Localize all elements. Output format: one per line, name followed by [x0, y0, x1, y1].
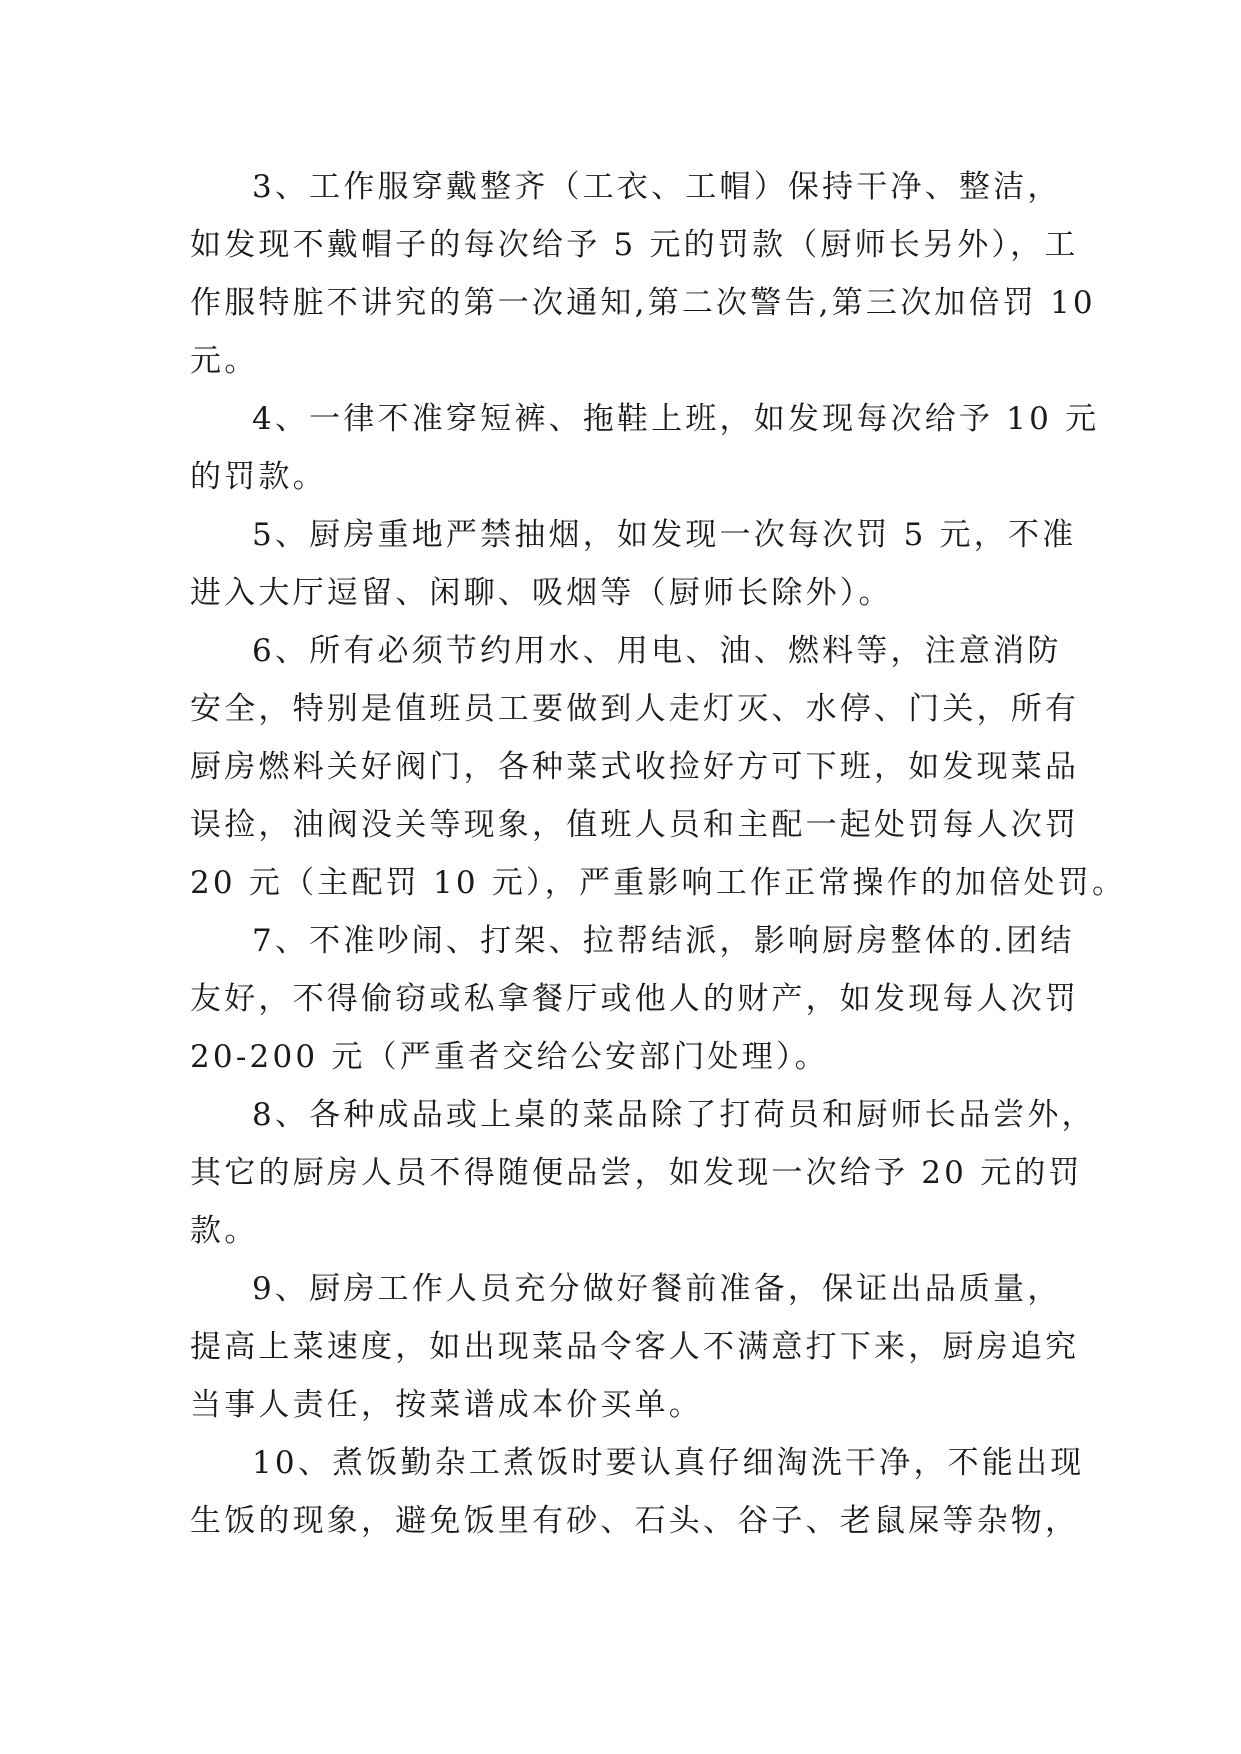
paragraph-line: 如发现不戴帽子的每次给予 5 元的罚款（厨师长另外），工 — [190, 227, 1079, 263]
paragraph-line: 元。 — [190, 343, 259, 379]
paragraph-line: 厨房燃料关好阀门，各种菜式收捡好方可下班，如发现菜品 — [190, 749, 1080, 785]
paragraph-line: 作服特脏不讲究的第一次通知,第二次警告,第三次加倍罚 10 — [190, 285, 1096, 321]
rule-5-paragraph — [190, 506, 1077, 622]
rule-9-paragraph — [190, 1260, 1080, 1434]
rule-4-paragraph — [190, 390, 1100, 506]
paragraph-line: 5、厨房重地严禁抽烟，如发现一次每次罚 5 元，不准 — [252, 517, 1077, 553]
rule-7-paragraph — [190, 912, 1080, 1086]
paragraph-line: 20 元（主配罚 10 元），严重影响工作正常操作的加倍处罚。 — [190, 865, 1127, 901]
document-body — [190, 158, 1127, 1550]
paragraph-line: 7、不准吵闹、打架、拉帮结派，影响厨房整体的.团结 — [252, 923, 1075, 959]
paragraph-line: 4、一律不准穿短裤、拖鞋上班，如发现每次给予 10 元 — [252, 401, 1100, 437]
paragraph-line: 的罚款。 — [190, 459, 327, 495]
paragraph-line: 误捡，油阀没关等现象，值班人员和主配一起处罚每人次罚 — [190, 807, 1080, 843]
rule-10-paragraph — [190, 1434, 1085, 1550]
paragraph-line: 20-200 元（严重者交给公安部门处理）。 — [190, 1039, 829, 1075]
paragraph-line: 6、所有必须节约用水、用电、油、燃料等，注意消防 — [252, 633, 1062, 669]
paragraph-line: 当事人责任，按菜谱成本价买单。 — [190, 1387, 703, 1423]
paragraph-line: 提高上菜速度，如出现菜品令客人不满意打下来，厨房追究 — [190, 1329, 1080, 1365]
paragraph-line: 8、各种成品或上桌的菜品除了打荷员和厨师长品尝外， — [252, 1097, 1096, 1133]
paragraph-line: 3、工作服穿戴整齐（工衣、工帽）保持干净、整洁， — [252, 169, 1062, 205]
rule-3-paragraph — [190, 158, 1096, 390]
rule-6-paragraph — [190, 622, 1127, 912]
paragraph-line: 安全，特别是值班员工要做到人走灯灭、水停、门关，所有 — [190, 691, 1080, 727]
paragraph-line: 9、厨房工作人员充分做好餐前准备，保证出品质量， — [252, 1271, 1062, 1307]
paragraph-line: 款。 — [190, 1213, 259, 1249]
paragraph-line: 生饭的现象，避免饭里有砂、石头、谷子、老鼠屎等杂物， — [190, 1503, 1080, 1539]
paragraph-line: 其它的厨房人员不得随便品尝，如发现一次给予 20 元的罚 — [190, 1155, 1083, 1191]
paragraph-line: 10、煮饭勤杂工煮饭时要认真仔细淘洗干净，不能出现 — [252, 1445, 1085, 1481]
rule-8-paragraph — [190, 1086, 1096, 1260]
paragraph-line: 友好，不得偷窃或私拿餐厅或他人的财产，如发现每人次罚 — [190, 981, 1080, 1017]
paragraph-line: 进入大厅逗留、闲聊、吸烟等（厨师长除外）。 — [190, 575, 893, 611]
